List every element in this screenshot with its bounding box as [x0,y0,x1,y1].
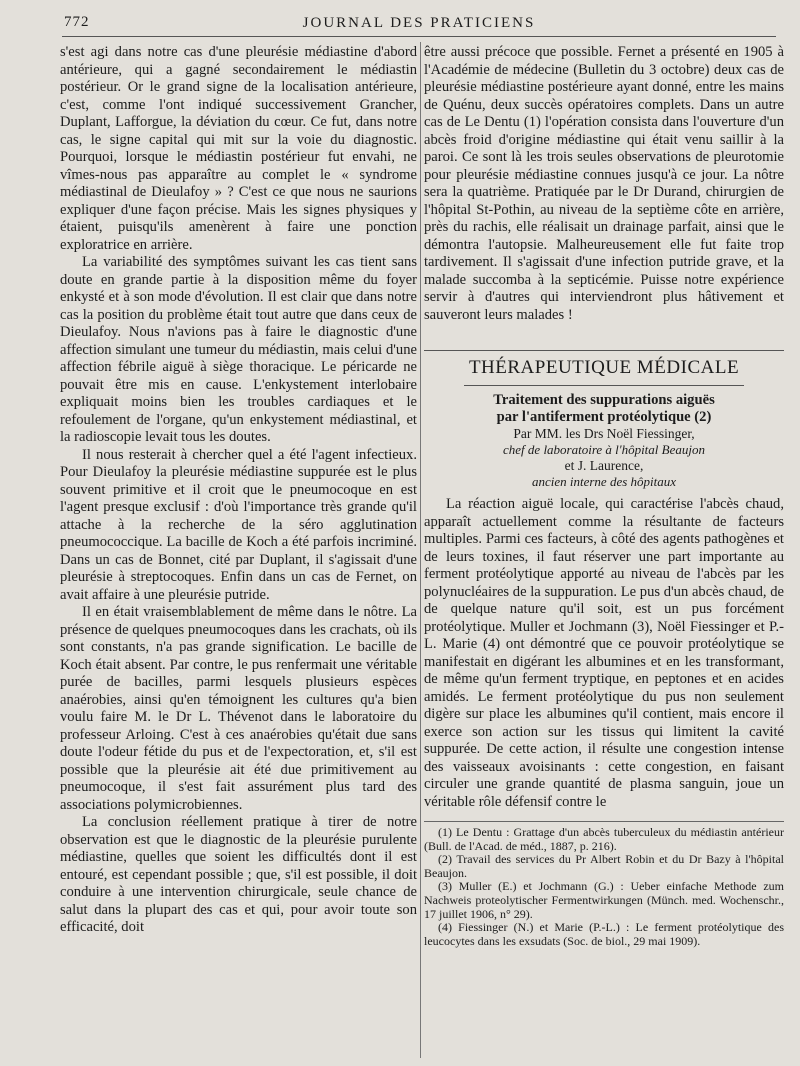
byline-role: chef de laboratoire à l'hôpital Beaujon [503,442,705,457]
article-title-line2: par l'antiferment protéolytique (2) [496,409,712,425]
left-column [60,44,417,937]
paragraph: s'est agi dans notre cas d'une pleurésie médiastine d'abord antérieure, qui a gagné secondairement le médiastin postérieur. Or le grand signe de la localisation antérieure, c'est, comme l'ont indiqué successivement Grancher, Duplant, Lafforgue, la déviation du cœur. Ce fut, dans notre cas, le signe capital qui mit sur la voie du diagnostic. Pourquoi, lorsque le médiastin postérieur fut envahi, ne vîmes-nous pas apparaître au complet le « syndrome médiastinal de Dieulafoy » ? C'est ce que nous ne saurions expliquer d'une façon précise. Mais les signes physiques y étaient, puisqu'ils amenèrent à faire une ponction exploratrice en arrière. [60,44,417,253]
page-header [62,14,776,37]
section-title: THÉRAPEUTIQUE MÉDICALE [424,350,784,379]
page-number: 772 [64,14,90,30]
paragraph: La conclusion réellement pratique à tirer de notre observation est que le diagnostic de la pleurésie purulente médiastine, quelles que soient les difficultés dont il est entouré, est cependant possible ; que, s'il est possible, il doit conduire à une intervention chirurgicale, seule chance de salut dans la plupart des cas et qui, pour avoir toute son efficacité, doit [60,814,417,935]
footnote: (3) Muller (E.) et Jochmann (G.) : Ueber einfache Methode zum Nachweis proteolytischer Fermentwirkungen (Münch. med. Wochenschr., 17 juillet 1906, n° 29). [424,879,784,921]
column-divider [420,42,421,1058]
paragraph: Il en était vraisemblablement de même dans le nôtre. La présence de quelques pneumocoques dans les crachats, où ils sont constants, n'a pas grande signification. Le bacille de Koch était absent. Par contre, le pus renfermait une véritable purée de bacilles, parmi lesquels plusieurs espèces anaérobies, ainsi qu'en témoignent les cultures qu'a bien voulu faire M. le Dr L. Thévenot dans le laboratoire du professeur Arloing. C'est à ces anaérobies qu'était due sans doute l'odeur fétide du pus et de l'expectoration, et, s'il est possible que la pleurésie ait été due primitivement au pneumocoque, il s'est fait assurément plus tard des associations polymicrobiennes. [60,604,417,813]
footnote: (4) Fiessinger (N.) et Marie (P.-L.) : Le ferment protéolytique des leucocytes dans les exsudats (Soc. de biol., 29 mai 1909). [424,920,784,948]
paragraph: être aussi précoce que possible. Fernet a présenté en 1905 à l'Académie de médecine (Bulletin du 3 octobre) deux cas de pleurésie médiastine postérieure ayant donné, entre les mains de Quénu, deux succès opératoires complets. Dans un autre cas de Le Dentu (1) l'opération consista dans l'ouverture d'un abcès froid d'origine médiastine qui était venu saillir à la paroi. Ce sont là les trois seules observations de pleurotomie pour pleurésie médiastine connues jusqu'à ce jour. La nôtre sera la quatrième. Pratiquée par le Dr Durand, chirurgien de l'hôpital St-Pothin, au niveau de la septième côte en arrière, près du rachis, elle réalisait un drainage parfait, ainsi que le démontra l'autopsie. Malheureusement elle fut faite trop tardivement. Il s'agissait d'une infection putride grave, et la malade succomba à la septicémie. Puisse notre expérience servir à d'autres qui interviendront plus hâtivement et sauveront leurs malades ! [424,44,784,323]
journal-title: JOURNAL DES PRATICIENS [302,15,536,31]
footnotes [424,821,784,948]
footnote: (2) Travail des services du Pr Albert Robin et du Dr Bazy à l'hôpital Beaujon. [424,852,784,880]
paragraph: La réaction aiguë locale, qui caractérise l'abcès chaud, apparaît actuellement comme la résultante de facteurs multiples. Parmi ces facteurs, à côté des agents pathogènes et de leurs toxines, il faut réserver une part importante au ferment protéolytique apporté au niveau de l'abcès par les polynucléaires de la suppuration. Le pus d'un abcès chaud, de de quelque nature qu'il soit, est un pus forcément protéolytique. Muller et Jochmann (3), Noël Fiessinger et P.-L. Marie (4) ont démontré que ce pouvoir protéolytique se manifestait en digérant les albumines et en les transformant, de même qu'un ferment tryptique, en peptones et en acides amidés. Le ferment protéolytique du pus non seulement digère sur place les albumines qu'il contient, mais encore il exerce son action sur les tissus qui limitent la cavité suppurée. De cette action, il résulte une congestion intense des vaisseaux avoisinants : cette congestion, en faisant circuler une grande quantité de plasma sanguin, joue un véritable rôle défensif contre le [424,496,784,810]
byline-second-author: et J. Laurence, [564,458,644,473]
paragraph: La variabilité des symptômes suivant les cas tient sans doute en grande partie à la disposition même du foyer enkysté et à son mode d'évolution. Il est clair que dans notre cas la position du problème était tout autre que dans ceux de Dieulafoy. Nous n'avions pas à faire le diagnostic d'une affection simulant une tumeur du médiastin, mais celui d'une affection fébrile aiguë à siège thoracique. Le péricarde ne pouvait être mis en cause. L'enkystement interlobaire expliquait moins bien les troubles cardiaques et le refoulement de l'organe, qu'un enkystement médiastinal, et la radioscopie levait tous les doutes. [60,254,417,445]
right-column [424,44,784,948]
paragraph: Il nous resterait à chercher quel a été l'agent infectieux. Pour Dieulafoy la pleurésie médiastine suppurée est le plus souvent primitive et il croit que le pneumocoque en est l'agent presque exclusif : d'où l'importance très grande qu'il attache à la recherche de la séro agglutination pneumococcique. La bacille de Koch a été parfois incriminé. Dans un cas de Bonnet, cité par Duplant, il s'agissait d'une pleurésie à streptocoques. Enfin dans un cas de Fernet, on avait affaire à une pleurésie putride. [60,446,417,603]
article-title: Traitement des suppurations aiguës [493,392,715,408]
footnote: (1) Le Dentu : Grattage d'un abcès tuberculeux du médiastin antérieur (Bull. de l'Acad. de méd., 1887, p. 216). [424,825,784,853]
byline-authors: Par MM. les Drs Noël Fiessinger, [513,426,695,441]
byline-role: ancien interne des hôpitaux [531,474,677,489]
section-divider [464,385,744,386]
